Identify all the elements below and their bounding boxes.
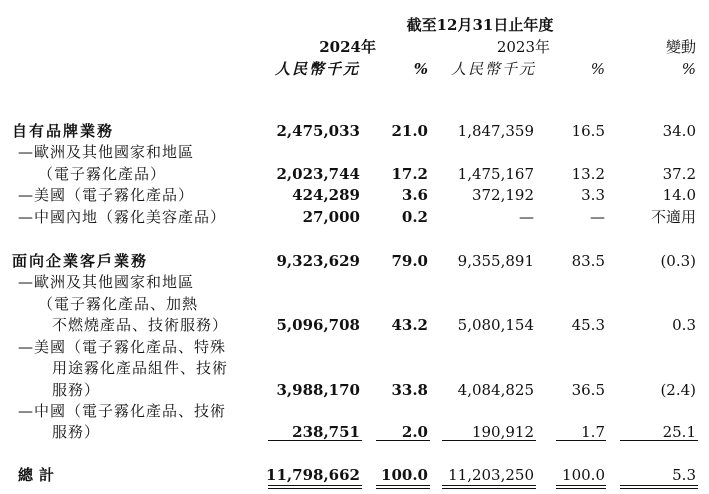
cell-2023-value: 5,080,154 [457,316,534,334]
cell-change: 0.3 [672,316,696,334]
row-label: —中國（電子霧化產品、技術 [18,402,227,420]
total-double-rule [376,485,430,486]
cell-2023-pct: 45.3 [571,316,605,334]
row-label: 服務） [52,381,101,399]
row-label: 不燃燒產品、技術服務） [52,316,229,334]
cell-change: (2.4) [660,381,696,399]
total-double-rule [442,485,536,486]
cell-2024-pct: 33.8 [391,381,428,399]
cell-change: (0.3) [660,252,696,270]
cell-2024-pct: 2.0 [401,423,428,441]
row-label: 面向企業客戶業務 [12,252,149,270]
unit-2023: 人民幣千元 [450,60,536,78]
total-2023-value: 11,203,250 [448,466,534,484]
cell-2023-value: 190,912 [471,423,534,441]
total-double-rule [268,485,362,486]
pct-change: % [681,60,696,78]
year-2023-header: 2023年 [496,38,550,56]
row-label: （電子霧化產品、加熱 [38,295,199,313]
row-label: —歐洲及其他國家和地區 [18,273,195,291]
row-label: —中國內地（霧化美容產品） [18,208,227,226]
period-header: 截至12月31日止年度 [406,16,554,34]
cell-2023-value: — [519,208,534,226]
cell-2024-pct: 21.0 [391,122,428,140]
pct-2024: % [413,60,428,78]
cell-change: 14.0 [662,186,696,204]
total-double-rule [268,488,362,489]
total-double-rule [556,485,606,486]
cell-2024-value: 424,289 [292,186,360,204]
total-2023-pct: 100.0 [562,466,605,484]
cell-2023-value: 4,084,825 [457,381,534,399]
total-double-rule [442,488,536,489]
cell-2024-pct: 43.2 [391,316,428,334]
cell-2024-pct: 17.2 [391,165,428,183]
cell-2024-value: 2,475,033 [276,122,360,140]
total-double-rule [376,488,430,489]
total-change: 5.3 [672,466,696,484]
cell-2024-value: 27,000 [302,208,360,226]
subtotal-rule [268,440,362,441]
cell-2023-pct: 3.3 [581,186,605,204]
cell-2024-value: 5,096,708 [276,316,360,334]
subtotal-rule [620,440,698,441]
row-label: 自有品牌業務 [12,122,115,140]
cell-2023-pct: 1.7 [581,423,605,441]
total-label: 總計 [18,466,61,484]
cell-2024-value: 9,323,629 [276,252,360,270]
change-header: 變動 [665,38,696,56]
cell-2024-pct: 0.2 [401,208,428,226]
cell-2023-value: 9,355,891 [457,252,534,270]
subtotal-rule [556,440,606,441]
cell-2024-pct: 79.0 [391,252,428,270]
cell-2023-pct: 83.5 [571,252,605,270]
year-2024-header: 2024年 [319,38,376,56]
cell-change: 25.1 [662,423,696,441]
cell-2024-value: 238,751 [292,423,360,441]
subtotal-rule [442,440,536,441]
cell-2023-pct: 16.5 [571,122,605,140]
row-label: 服務） [52,423,101,441]
row-label: —歐洲及其他國家和地區 [18,143,195,161]
cell-2023-value: 372,192 [471,186,534,204]
cell-2024-value: 3,988,170 [276,381,360,399]
row-label: —美國（電子霧化產品、特殊 [18,338,227,356]
total-double-rule [620,488,698,489]
cell-2023-value: 1,475,167 [457,165,534,183]
row-label: —美國（電子霧化產品） [18,186,195,204]
cell-2023-value: 1,847,359 [457,122,534,140]
unit-2024: 人民幣千元 [274,60,360,78]
cell-2023-pct: 13.2 [571,165,605,183]
total-2024-pct: 100.0 [381,466,428,484]
cell-2024-value: 2,023,744 [276,165,360,183]
pct-2023: % [590,60,605,78]
total-double-rule [556,488,606,489]
total-2024-value: 11,798,662 [266,466,360,484]
cell-change: 34.0 [662,122,696,140]
cell-2023-pct: 36.5 [571,381,605,399]
cell-2024-pct: 3.6 [401,186,428,204]
row-label: 用途霧化產品組件、技術 [52,359,229,377]
subtotal-rule [376,440,430,441]
row-label: （電子霧化產品） [38,165,167,183]
cell-change: 37.2 [662,165,696,183]
cell-change: 不適用 [650,208,696,226]
total-double-rule [620,485,698,486]
cell-2023-pct: — [590,208,605,226]
